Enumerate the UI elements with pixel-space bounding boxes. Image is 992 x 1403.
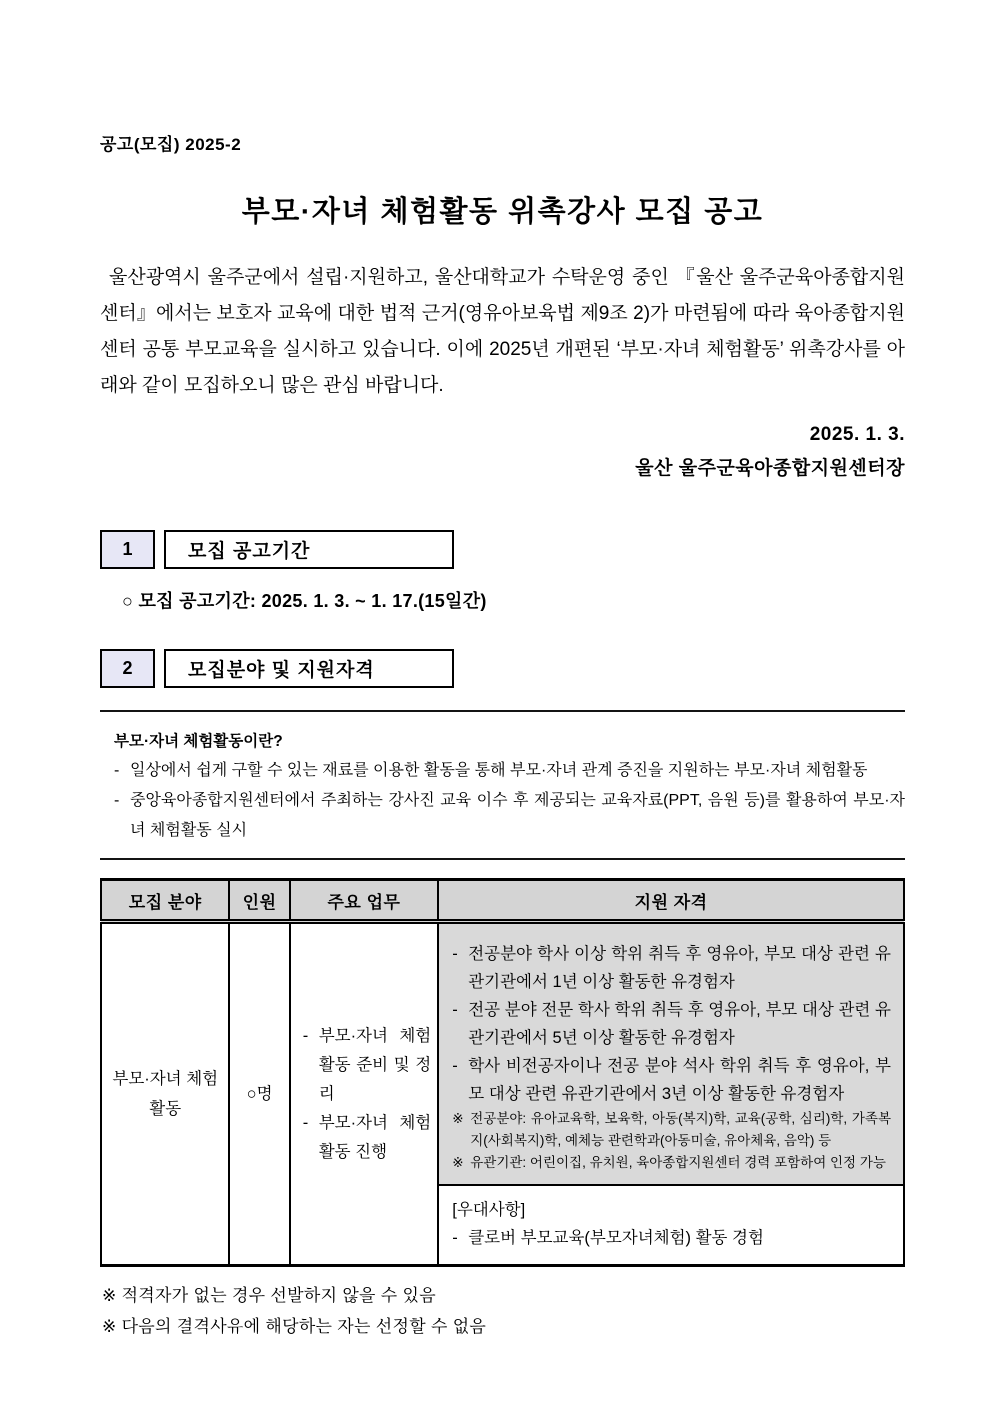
section-1-title-box: 모집 공고기간 xyxy=(164,530,454,569)
duty-text: 부모·자녀 체험 활동 진행 xyxy=(318,1113,432,1161)
qualification-item xyxy=(452,996,891,1052)
section-1-number-box: 1 xyxy=(100,530,155,569)
cell-recruit-field: 부모·자녀 체험 활동 xyxy=(101,922,229,1266)
dash-marker: - xyxy=(452,1001,458,1019)
footnote: ※ 다음의 결격사유에 해당하는 자는 선정할 수 없음 xyxy=(102,1317,487,1336)
dash-marker: - xyxy=(452,1229,458,1247)
info-bullet-text: 일상에서 쉽게 구할 수 있는 재료를 이용한 활동을 통해 부모·자녀 관계 증진을 지원하는 부모·자녀 체험활동 xyxy=(130,762,868,779)
intro-paragraph: 울산광역시 울주군에서 설립·지원하고, 울산대학교가 수탁운영 중인 『울산 울주군육아종합지원센터』에서는 보호자 교육에 대한 법적 근거(영유아보육법 제9조 2)가 마련됨에 따라 육아종합지원센터 공통 부모교육을 실시하고 있습니다. 이에 2025년 개편된 ‘부모·자녀 체험활동’ 위촉강사를 아래와 같이 모집하오니 많은 관심 바랍니다. xyxy=(100,267,905,396)
section-1-header xyxy=(100,530,905,569)
cell-duties xyxy=(290,922,439,1266)
qualification-text: 학사 비전공자이나 전공 분야 석사 학위 취득 후 영유아, 부모 대상 관련 유관기관에서 3년 이상 활동한 유경험자 xyxy=(468,1057,891,1103)
section-2-title-box: 모집분야 및 지원자격 xyxy=(164,649,454,688)
qualification-note xyxy=(452,1108,891,1152)
column-header-field: 모집 분야 xyxy=(101,880,229,922)
cell-preference xyxy=(438,1185,904,1266)
duty-item xyxy=(303,1109,432,1167)
qualification-text: 전공분야 학사 이상 학위 취득 후 영유아, 부모 대상 관련 유관기관에서 1년 이상 활동한 유경험자 xyxy=(468,945,891,991)
qualification-note-text: 유관기관: 어린이집, 유치원, 육아종합지원센터 경력 포함하여 인정 가능 xyxy=(470,1155,886,1170)
info-heading: 부모·자녀 체험활동이란? xyxy=(114,733,283,750)
document-title: 부모·자녀 체험활동 위촉강사 모집 공고 xyxy=(241,196,764,228)
footnotes xyxy=(100,1280,905,1342)
info-block xyxy=(114,728,905,846)
reference-marker: ※ xyxy=(452,1155,464,1170)
recruitment-table xyxy=(100,878,905,1267)
info-bullet-text: 중앙육아종합지원센터에서 주최하는 강사진 교육 이수 후 제공되는 교육자료(PPT, 음원 등)를 활용하여 부모·자녀 체험활동 실시 xyxy=(130,792,905,839)
horizontal-rule-top xyxy=(100,710,905,712)
preference-text: 클로버 부모교육(부모자녀체험) 활동 경험 xyxy=(468,1229,764,1247)
horizontal-rule-bottom xyxy=(100,858,905,860)
reference-marker: ※ xyxy=(452,1111,464,1126)
duty-text: 부모·자녀 체험 활동 준비 및 정리 xyxy=(318,1026,432,1103)
section-1-content: ○ 모집 공고기간: 2025. 1. 3. ~ 1. 17.(15일간) xyxy=(122,591,487,611)
info-bullet xyxy=(114,756,905,786)
qualification-note xyxy=(452,1152,891,1174)
info-bullet xyxy=(114,786,905,846)
column-header-headcount: 인원 xyxy=(229,880,289,922)
cell-qualifications xyxy=(438,922,904,1186)
qualification-item xyxy=(452,1052,891,1108)
preference-title: [우대사항] xyxy=(452,1201,526,1219)
column-header-duties: 주요 업무 xyxy=(290,880,439,922)
announcer-title: 울산 울주군육아종합지원센터장 xyxy=(635,458,905,479)
cell-headcount: ○명 xyxy=(229,922,289,1266)
dash-marker: - xyxy=(302,1026,309,1045)
section-2-number-box: 2 xyxy=(100,649,155,688)
section-2-header xyxy=(100,649,905,688)
dash-marker: - xyxy=(114,792,120,809)
table-row-main xyxy=(101,922,904,1186)
doc-number: 공고(모집) 2025-2 xyxy=(100,135,242,154)
duty-item xyxy=(303,1022,432,1109)
qualification-item xyxy=(452,940,891,996)
dash-marker: - xyxy=(114,762,120,779)
dash-marker: - xyxy=(452,1057,458,1075)
qualification-text: 전공 분야 전문 학사 학위 취득 후 영유아, 부모 대상 관련 유관기관에서 5년 이상 활동한 유경험자 xyxy=(468,1001,891,1047)
dash-marker: - xyxy=(302,1113,309,1132)
column-header-qualification: 지원 자격 xyxy=(438,880,904,922)
dash-marker: - xyxy=(452,945,458,963)
qualification-note-text: 전공분야: 유아교육학, 보육학, 아동(복지)학, 교육(공학, 심리)학, 가족복지(사회복지)학, 예체능 관련학과(아동미술, 유아체육, 음악) 등 xyxy=(470,1111,891,1148)
announcement-date: 2025. 1. 3. xyxy=(809,424,905,445)
table-header-row xyxy=(101,880,904,922)
footnote: ※ 적격자가 없는 경우 선발하지 않을 수 있음 xyxy=(102,1286,436,1305)
preference-item xyxy=(452,1224,891,1252)
